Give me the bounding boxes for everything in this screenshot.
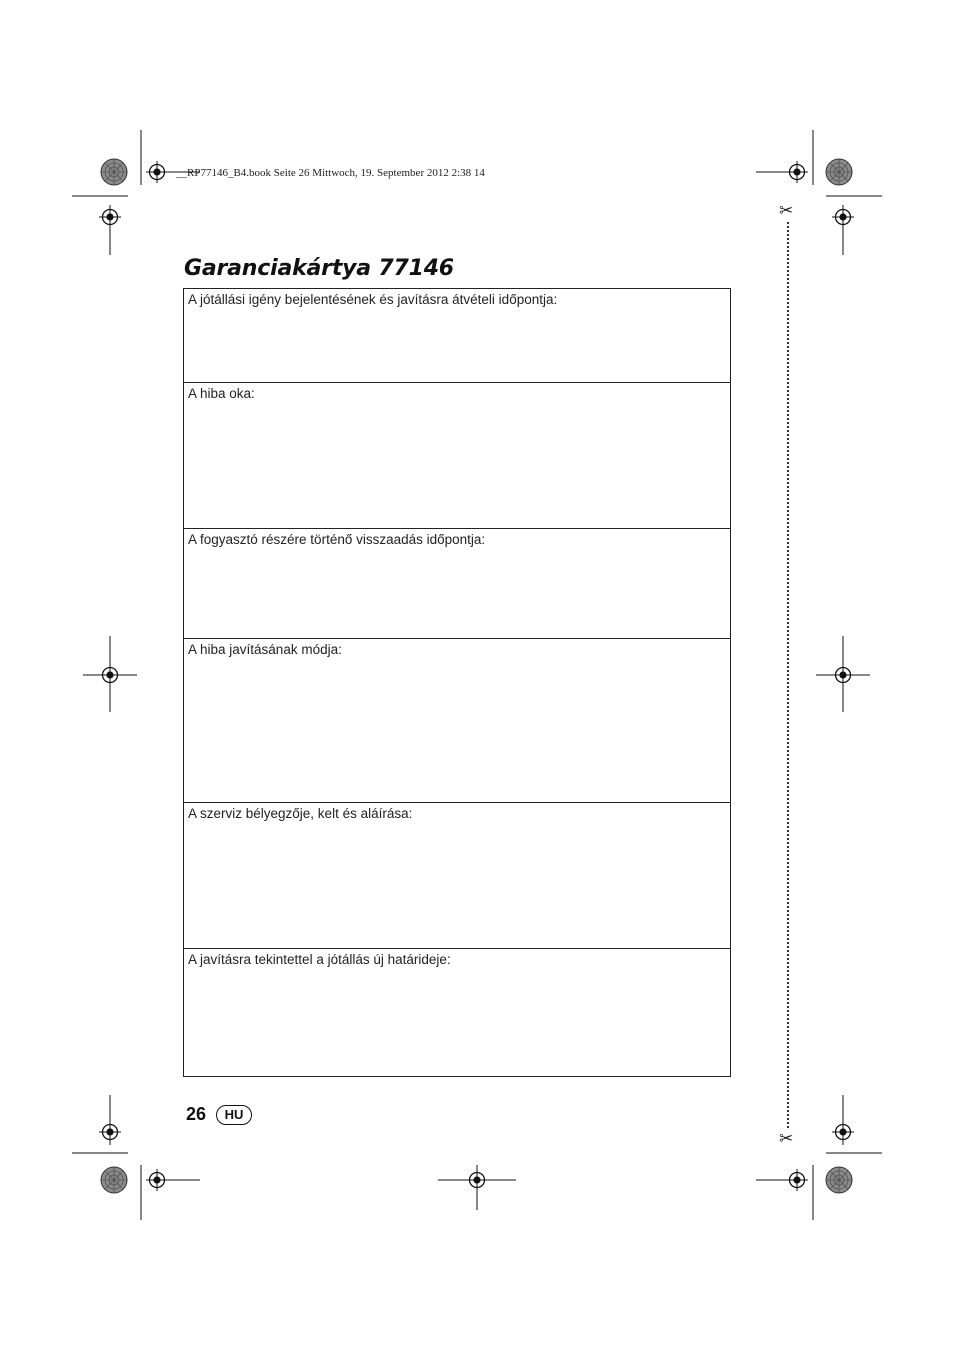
form-row-return-date[interactable] [184, 528, 730, 638]
form-row-new-warranty-deadline[interactable] [184, 948, 730, 1076]
cut-line [787, 222, 789, 1128]
form-row-claim-date[interactable] [184, 289, 730, 382]
warranty-form [183, 288, 731, 1077]
language-badge: HU [216, 1105, 252, 1125]
form-row-label: A javításra tekintettel a jótállás új határideje: [188, 952, 451, 967]
form-row-repair-method[interactable] [184, 638, 730, 802]
form-row-fault-cause[interactable] [184, 382, 730, 528]
form-row-label: A hiba oka: [188, 386, 255, 401]
form-row-label: A szerviz bélyegzője, kelt és aláírása: [188, 806, 413, 821]
scissors-icon: ✂ [779, 201, 794, 220]
scissors-icon: ✂ [779, 1129, 794, 1148]
form-row-label: A jótállási igény bejelentésének és javításra átvételi időpontja: [188, 292, 558, 307]
form-row-label: A hiba javításának módja: [188, 642, 342, 657]
page-title: Garanciakártya 77146 [184, 256, 454, 281]
print-header: __RP77146_B4.book Seite 26 Mittwoch, 19. September 2012 2:38 14 [176, 167, 485, 179]
form-row-label: A fogyasztó részére történő visszaadás időpontja: [188, 532, 486, 547]
page-number: 26 [186, 1104, 207, 1124]
form-row-service-stamp[interactable] [184, 802, 730, 948]
